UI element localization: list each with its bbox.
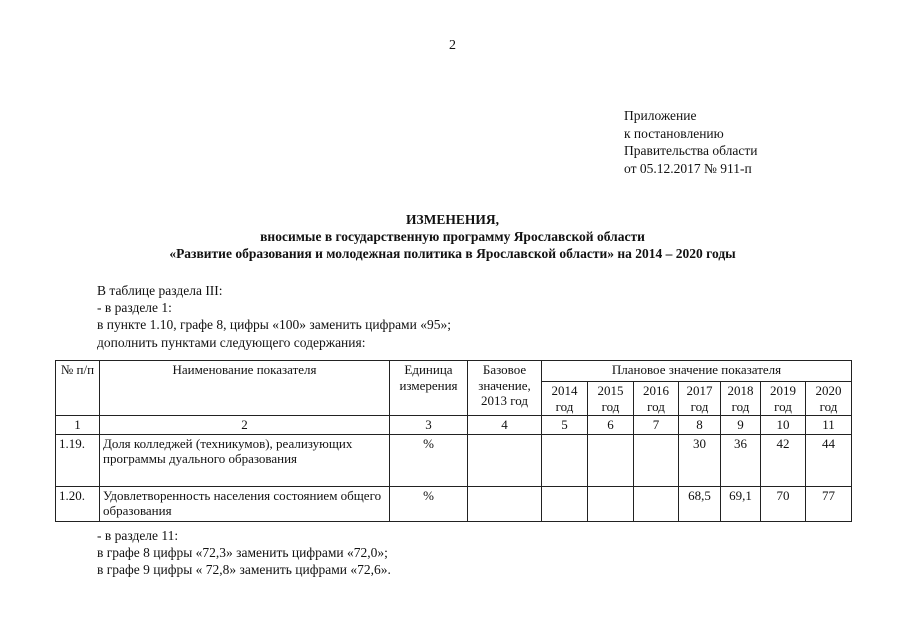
header-base-value: Базовое значение, 2013 год (468, 361, 542, 416)
column-number: 9 (721, 416, 761, 435)
header-year: 2017 год (679, 382, 721, 416)
indicator-base-value (468, 434, 542, 486)
column-number: 10 (761, 416, 806, 435)
appendix-line: Правительства области (624, 143, 758, 158)
page-number: 2 (449, 38, 456, 53)
header-year: 2019 год (761, 382, 806, 416)
year-value: 70 (761, 486, 806, 521)
year-value (634, 486, 679, 521)
column-number: 3 (390, 416, 468, 435)
header-year: 2020 год (806, 382, 852, 416)
year-value: 69,1 (721, 486, 761, 521)
column-number: 2 (100, 416, 390, 435)
year-value: 44 (806, 434, 852, 486)
header-year: 2014 год (542, 382, 588, 416)
column-number: 1 (56, 416, 100, 435)
row-number: 1.19. (56, 434, 100, 486)
heading-subtitle: вносимые в государственную программу Ярославской области (260, 229, 645, 244)
appendix-block (624, 107, 757, 177)
year-value: 36 (721, 434, 761, 486)
appendix-line: от 05.12.2017 № 911-п (624, 160, 752, 176)
year-value: 68,5 (679, 486, 721, 521)
indicator-unit: % (390, 486, 468, 521)
outro-line: - в разделе 11: (97, 528, 179, 543)
intro-line: в пункте 1.10, графе 8, цифры «100» заменить цифрами «95»; (97, 317, 451, 333)
outro-text (97, 527, 391, 579)
table-row (56, 434, 852, 486)
indicator-base-value (468, 486, 542, 521)
column-number: 6 (588, 416, 634, 435)
indicator-name: Доля колледжей (техникумов), реализующих программы дуального образования (100, 434, 390, 486)
table-header-row (56, 361, 852, 382)
year-value (588, 434, 634, 486)
intro-line: дополнить пунктами следующего содержания: (97, 334, 366, 350)
header-no: № п/п (56, 361, 100, 416)
year-value (588, 486, 634, 521)
year-value (634, 434, 679, 486)
intro-text (97, 282, 451, 351)
heading-title: ИЗМЕНЕНИЯ, (405, 212, 499, 227)
heading-program-name: «Развитие образования и молодежная политика в Ярославской области» на 2014 – 2020 годы (169, 246, 736, 261)
year-value: 30 (679, 434, 721, 486)
indicator-name: Удовлетворенность населения состоянием общего образования (100, 486, 390, 521)
column-number: 5 (542, 416, 588, 435)
column-number: 7 (634, 416, 679, 435)
outro-line: в графе 8 цифры «72,3» заменить цифрами «72,0»; (97, 545, 388, 561)
header-name: Наименование показателя (100, 361, 390, 416)
intro-line: - в разделе 1: (97, 300, 172, 316)
document-heading (0, 211, 905, 262)
column-number: 8 (679, 416, 721, 435)
year-value: 42 (761, 434, 806, 486)
year-value (542, 486, 588, 521)
outro-line: в графе 9 цифры « 72,8» заменить цифрами «72,6». (97, 562, 391, 578)
intro-line: В таблице раздела III: (97, 283, 223, 298)
indicator-table (55, 360, 852, 522)
header-year: 2015 год (588, 382, 634, 416)
row-number: 1.20. (56, 486, 100, 521)
indicator-unit: % (390, 434, 468, 486)
column-number-row (56, 416, 852, 435)
table-row (56, 486, 852, 521)
appendix-line: Приложение (624, 108, 697, 123)
header-planned-value: Плановое значение показателя (542, 361, 852, 382)
header-year: 2016 год (634, 382, 679, 416)
appendix-line: к постановлению (624, 125, 724, 141)
column-number: 11 (806, 416, 852, 435)
header-unit: Единица измерения (390, 361, 468, 416)
column-number: 4 (468, 416, 542, 435)
header-year: 2018 год (721, 382, 761, 416)
year-value: 77 (806, 486, 852, 521)
year-value (542, 434, 588, 486)
